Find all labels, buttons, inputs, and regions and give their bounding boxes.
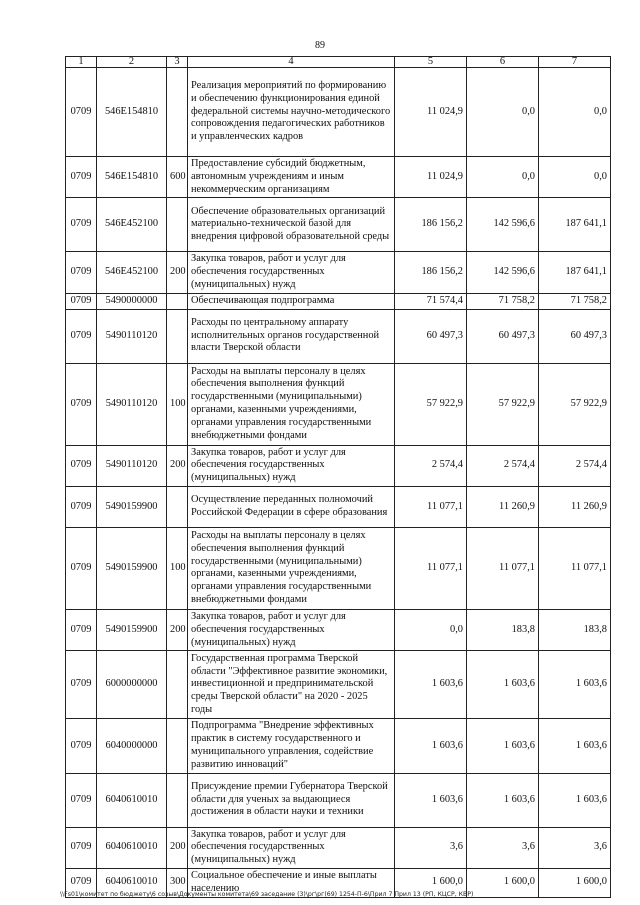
item-name-cell: Реализация мероприятий по формированию и обеспечению функционирования единой федеральной системы научно-методического сопровождения педагогических работников и управленческих кадров [188, 68, 395, 157]
item-name-cell: Присуждение премии Губернатора Тверской области для ученых за выдающиеся достижения в области науки и техники [188, 773, 395, 827]
item-name-cell: Расходы на выплаты персоналу в целях обеспечения выполнения функций государственными (муниципальными) органами, казенными учреждениями, органами управления государственными внебюджетными фондами [188, 527, 395, 609]
expense-type-cell [167, 309, 188, 363]
target-article-cell: 546E154810 [97, 157, 167, 198]
amount-2020-cell: 2 574,4 [395, 445, 467, 486]
item-name-cell: Закупка товаров, работ и услуг для обеспечения государственных (муниципальных) нужд [188, 827, 395, 868]
amount-2021-cell: 60 497,3 [467, 309, 539, 363]
section-code-cell: 0709 [66, 827, 97, 868]
amount-2020-cell: 57 922,9 [395, 363, 467, 445]
table-row [66, 293, 611, 309]
target-article-cell: 6040610010 [97, 827, 167, 868]
amount-2021-cell: 142 596,6 [467, 252, 539, 293]
amount-2022-cell: 2 574,4 [539, 445, 611, 486]
column-header: 6 [467, 57, 539, 68]
amount-2022-cell: 183,8 [539, 609, 611, 650]
section-code-cell: 0709 [66, 719, 97, 773]
item-name-cell: Подпрограмма "Внедрение эффективных практик в систему государственного и муниципального управления, содействие развитию инноваций" [188, 719, 395, 773]
amount-2021-cell: 3,6 [467, 827, 539, 868]
section-code-cell: 0709 [66, 486, 97, 527]
item-name-cell: Закупка товаров, работ и услуг для обеспечения государственных (муниципальных) нужд [188, 609, 395, 650]
expense-type-cell [167, 773, 188, 827]
amount-2022-cell: 1 603,6 [539, 651, 611, 719]
expense-type-cell: 200 [167, 609, 188, 650]
section-code-cell: 0709 [66, 527, 97, 609]
amount-2022-cell: 57 922,9 [539, 363, 611, 445]
expense-type-cell: 100 [167, 363, 188, 445]
amount-2022-cell: 187 641,1 [539, 198, 611, 252]
amount-2022-cell: 11 077,1 [539, 527, 611, 609]
item-name-cell: Закупка товаров, работ и услуг для обеспечения государственных (муниципальных) нужд [188, 445, 395, 486]
expense-type-cell: 300 [167, 868, 188, 897]
expense-type-cell [167, 293, 188, 309]
column-header: 5 [395, 57, 467, 68]
item-name-cell: Обеспечивающая подпрограмма [188, 293, 395, 309]
target-article-cell: 5490110120 [97, 445, 167, 486]
file-path-footer: \\Fs01\комитет по бюджету\6 созыв\Документы комитета\69 заседание (3)\рг\рг(69) 1254-П-6\Прил 7 Прил 13 (РП, КЦСР, КВР) [60, 891, 474, 898]
table-row [66, 773, 611, 827]
amount-2020-cell: 1 603,6 [395, 719, 467, 773]
amount-2020-cell: 71 574,4 [395, 293, 467, 309]
amount-2021-cell: 71 758,2 [467, 293, 539, 309]
amount-2021-cell: 1 600,0 [467, 868, 539, 897]
section-code-cell: 0709 [66, 363, 97, 445]
table-row [66, 486, 611, 527]
section-code-cell: 0709 [66, 868, 97, 897]
target-article-cell: 5490000000 [97, 293, 167, 309]
table-row [66, 157, 611, 198]
section-code-cell: 0709 [66, 293, 97, 309]
section-code-cell: 0709 [66, 252, 97, 293]
amount-2020-cell: 11 024,9 [395, 68, 467, 157]
table-row [66, 445, 611, 486]
expense-type-cell: 200 [167, 252, 188, 293]
section-code-cell: 0709 [66, 445, 97, 486]
table-body [66, 68, 611, 898]
table-row [66, 609, 611, 650]
item-name-cell: Социальное обеспечение и иные выплаты населению [188, 868, 395, 897]
column-header: 2 [97, 57, 167, 68]
table-row [66, 527, 611, 609]
table-row [66, 252, 611, 293]
amount-2021-cell: 1 603,6 [467, 651, 539, 719]
expense-type-cell [167, 198, 188, 252]
section-code-cell: 0709 [66, 157, 97, 198]
amount-2020-cell: 11 077,1 [395, 486, 467, 527]
item-name-cell: Закупка товаров, работ и услуг для обеспечения государственных (муниципальных) нужд [188, 252, 395, 293]
amount-2022-cell: 3,6 [539, 827, 611, 868]
page-number: 89 [315, 40, 325, 51]
column-header: 4 [188, 57, 395, 68]
item-name-cell: Предоставление субсидий бюджетным, автономным учреждениям и иным некоммерческим организациям [188, 157, 395, 198]
amount-2020-cell: 1 603,6 [395, 651, 467, 719]
table-row [66, 309, 611, 363]
expense-type-cell [167, 68, 188, 157]
target-article-cell: 546E154810 [97, 68, 167, 157]
target-article-cell: 6040000000 [97, 719, 167, 773]
amount-2020-cell: 1 600,0 [395, 868, 467, 897]
amount-2020-cell: 186 156,2 [395, 198, 467, 252]
amount-2022-cell: 187 641,1 [539, 252, 611, 293]
table-row [66, 198, 611, 252]
column-header: 1 [66, 57, 97, 68]
column-header: 3 [167, 57, 188, 68]
amount-2020-cell: 186 156,2 [395, 252, 467, 293]
item-name-cell: Обеспечение образовательных организаций материально-технической базой для внедрения цифровой образовательной среды [188, 198, 395, 252]
target-article-cell: 6040610010 [97, 868, 167, 897]
expense-type-cell: 100 [167, 527, 188, 609]
item-name-cell: Государственная программа Тверской области "Эффективное развитие экономики, инвестиционной и предпринимательской среды Тверской области" на 2020 - 2025 годы [188, 651, 395, 719]
amount-2022-cell: 0,0 [539, 68, 611, 157]
amount-2021-cell: 0,0 [467, 157, 539, 198]
budget-table [65, 56, 611, 898]
amount-2022-cell: 60 497,3 [539, 309, 611, 363]
table-row [66, 719, 611, 773]
table-row [66, 363, 611, 445]
amount-2021-cell: 1 603,6 [467, 719, 539, 773]
expense-type-cell: 200 [167, 445, 188, 486]
target-article-cell: 5490159900 [97, 486, 167, 527]
amount-2020-cell: 0,0 [395, 609, 467, 650]
table-row [66, 68, 611, 157]
amount-2021-cell: 142 596,6 [467, 198, 539, 252]
amount-2021-cell: 57 922,9 [467, 363, 539, 445]
target-article-cell: 6040610010 [97, 773, 167, 827]
amount-2021-cell: 11 077,1 [467, 527, 539, 609]
amount-2020-cell: 3,6 [395, 827, 467, 868]
target-article-cell: 5490110120 [97, 309, 167, 363]
column-header: 7 [539, 57, 611, 68]
section-code-cell: 0709 [66, 773, 97, 827]
amount-2021-cell: 0,0 [467, 68, 539, 157]
amount-2021-cell: 183,8 [467, 609, 539, 650]
target-article-cell: 5490110120 [97, 363, 167, 445]
section-code-cell: 0709 [66, 68, 97, 157]
amount-2022-cell: 1 603,6 [539, 773, 611, 827]
target-article-cell: 546E452100 [97, 198, 167, 252]
amount-2022-cell: 11 260,9 [539, 486, 611, 527]
target-article-cell: 546E452100 [97, 252, 167, 293]
section-code-cell: 0709 [66, 198, 97, 252]
amount-2022-cell: 0,0 [539, 157, 611, 198]
amount-2022-cell: 1 600,0 [539, 868, 611, 897]
amount-2020-cell: 11 024,9 [395, 157, 467, 198]
expense-type-cell [167, 486, 188, 527]
amount-2020-cell: 11 077,1 [395, 527, 467, 609]
target-article-cell: 5490159900 [97, 609, 167, 650]
section-code-cell: 0709 [66, 651, 97, 719]
amount-2021-cell: 1 603,6 [467, 773, 539, 827]
amount-2022-cell: 71 758,2 [539, 293, 611, 309]
header-row [66, 57, 611, 68]
expense-type-cell: 200 [167, 827, 188, 868]
amount-2021-cell: 11 260,9 [467, 486, 539, 527]
target-article-cell: 6000000000 [97, 651, 167, 719]
table-row [66, 651, 611, 719]
target-article-cell: 5490159900 [97, 527, 167, 609]
amount-2020-cell: 60 497,3 [395, 309, 467, 363]
expense-type-cell [167, 719, 188, 773]
table-row [66, 827, 611, 868]
expense-type-cell: 600 [167, 157, 188, 198]
section-code-cell: 0709 [66, 609, 97, 650]
amount-2022-cell: 1 603,6 [539, 719, 611, 773]
section-code-cell: 0709 [66, 309, 97, 363]
amount-2020-cell: 1 603,6 [395, 773, 467, 827]
item-name-cell: Расходы по центральному аппарату исполнительных органов государственной власти Тверской области [188, 309, 395, 363]
item-name-cell: Расходы на выплаты персоналу в целях обеспечения выполнения функций государственными (муниципальными) органами, казенными учреждениями, органами управления государственными внебюджетными фондами [188, 363, 395, 445]
item-name-cell: Осуществление переданных полномочий Российской Федерации в сфере образования [188, 486, 395, 527]
expense-type-cell [167, 651, 188, 719]
amount-2021-cell: 2 574,4 [467, 445, 539, 486]
